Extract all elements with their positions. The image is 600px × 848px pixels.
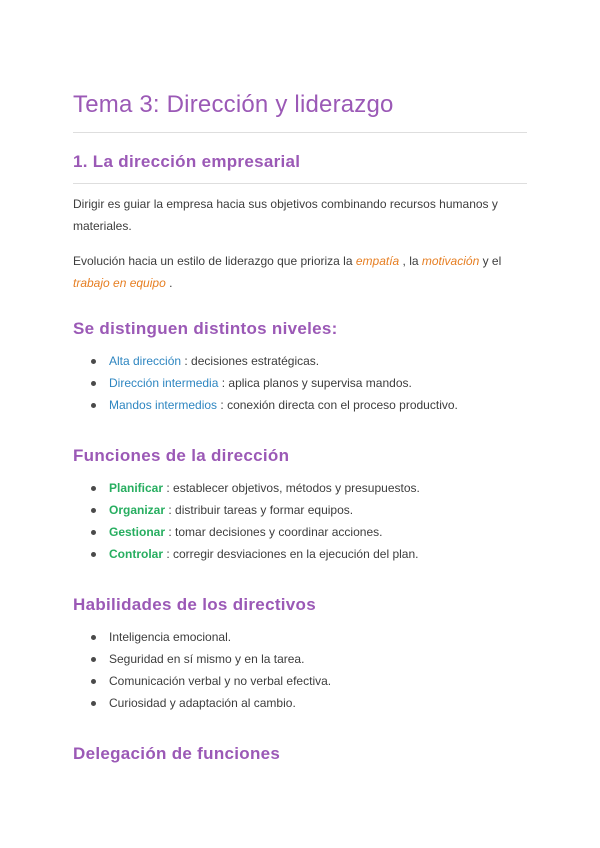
list-habilidades [73,626,527,714]
section-divider [73,183,527,184]
bullet-icon [91,381,96,386]
document-title: Tema 3: Dirección y liderazgo [73,91,394,118]
list-item [73,477,527,499]
level-description: : decisiones estratégicas. [181,354,320,368]
function-term: Planificar [109,481,164,495]
function-term: Organizar [109,503,166,517]
level-term: Alta dirección [109,354,182,368]
list-item [73,521,527,543]
section-heading-direccion-empresarial: 1. La dirección empresarial [73,152,301,171]
bullet-icon [91,679,96,684]
skill-text: Comunicación verbal y no verbal efectiva. [109,674,332,688]
function-description: : establecer objetivos, métodos y presupuestos. [163,481,420,495]
function-description: : tomar decisiones y coordinar acciones. [165,525,383,539]
list-item [73,350,527,372]
function-description: : corregir desviaciones en la ejecución del plan. [163,547,419,561]
bullet-icon [91,552,96,557]
skill-text: Inteligencia emocional. [109,630,232,644]
bullet-icon [91,486,96,491]
skill-text: Curiosidad y adaptación al cambio. [109,696,296,710]
paragraph-text: Evolución hacia un estilo de liderazgo que prioriza la [73,254,356,268]
function-description: : distribuir tareas y formar equipos. [165,503,354,517]
level-term: Dirección intermedia [109,376,219,390]
highlight-term: trabajo en equipo [73,276,166,290]
paragraph-text: y el [479,254,502,268]
list-item [73,499,527,521]
list-funciones [73,477,527,565]
list-item [73,394,527,416]
function-term: Gestionar [109,525,166,539]
bullet-icon [91,403,96,408]
skill-text: Seguridad en sí mismo y en la tarea. [109,652,305,666]
paragraph-evolucion [73,250,527,294]
subheading-habilidades: Habilidades de los directivos [73,595,316,614]
subheading-funciones: Funciones de la dirección [73,446,290,465]
highlight-term: motivación [421,254,480,268]
subheading-delegacion: Delegación de funciones [73,744,281,763]
list-item [73,626,527,648]
list-niveles [73,350,527,416]
list-item [73,543,527,565]
list-item [73,648,527,670]
level-term: Mandos intermedios [109,398,218,412]
bullet-icon [91,508,96,513]
paragraph-text: , la [399,254,422,268]
list-item [73,372,527,394]
bullet-icon [91,701,96,706]
paragraph-definicion: Dirigir es guiar la empresa hacia sus objetivos combinando recursos humanos y materiales. [73,197,498,233]
subheading-niveles: Se distinguen distintos niveles: [73,319,338,338]
bullet-icon [91,530,96,535]
function-term: Controlar [109,547,163,561]
paragraph-text: . [165,276,173,290]
highlight-term: empatía [355,254,400,268]
level-description: : conexión directa con el proceso productivo. [217,398,458,412]
bullet-icon [91,657,96,662]
list-item [73,670,527,692]
bullet-icon [91,635,96,640]
list-item [73,692,527,714]
level-description: : aplica planos y supervisa mandos. [218,376,412,390]
bullet-icon [91,359,96,364]
